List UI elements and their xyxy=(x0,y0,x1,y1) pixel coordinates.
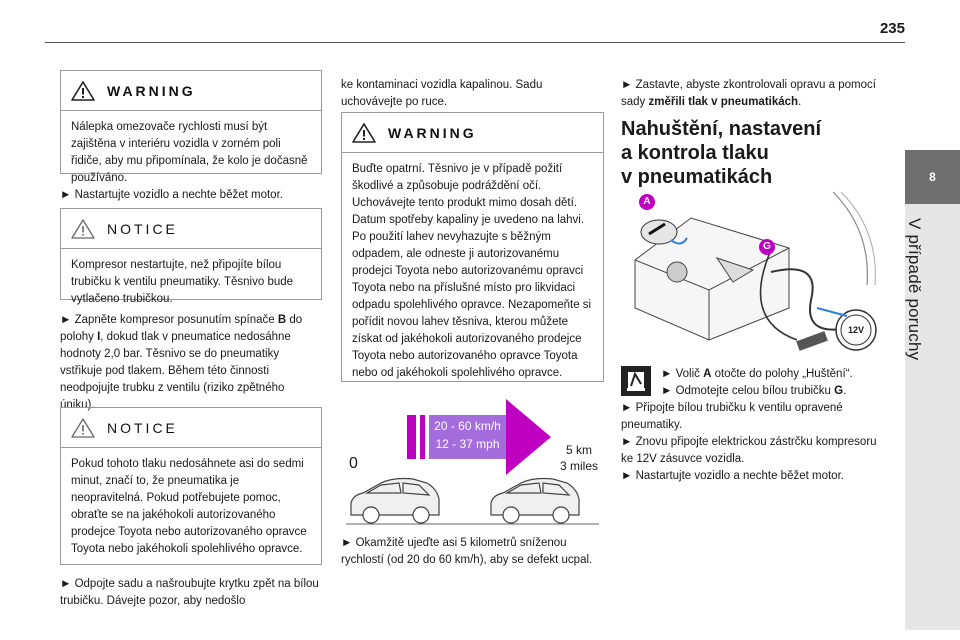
speed-bar xyxy=(420,415,425,459)
warning-text: Nálepka omezovače rychlosti musí být zajištěna v interiéru vozidla v zorném poli řidiče, aby mu připomínala, že kolo je dočasně používáno. xyxy=(71,121,308,184)
distance-km: 5 km xyxy=(565,443,592,457)
step-text: ► Volič xyxy=(661,368,704,380)
heading-line: a kontrola tlaku xyxy=(621,142,769,164)
step-text: , dokud tlak v pneumatice nedosáhne hodnoty 2,0 bar. Těsnivo se do pneumatiky vstřikuje pod tlakem. Během této činnosti neodpojujte trubku z ventilu (riziko zpětného úniku). xyxy=(60,331,291,411)
notice-header xyxy=(61,408,321,448)
chapter-number-tab[interactable]: 8 xyxy=(905,150,960,204)
warning-header xyxy=(342,113,603,153)
step-start-engine: ► Nastartujte vozidlo a nechte běžet motor. xyxy=(60,189,283,201)
switch-label: B xyxy=(277,314,287,326)
header-rule xyxy=(45,42,905,43)
manual-reference-icon xyxy=(621,366,651,396)
speed-kmh: 20 - 60 km/h xyxy=(434,419,501,433)
step-text: . xyxy=(843,385,847,397)
warning-box-1 xyxy=(60,70,322,184)
warning-title: WARNING xyxy=(107,82,196,99)
step-reconnect-plug: ► Znovu připojte elektrickou zástrčku kompresoru ke 12V zásuvce vozidla. xyxy=(621,436,877,465)
hose-label: G xyxy=(834,385,844,397)
step-switch-compressor xyxy=(60,312,322,414)
step-disconnect-kit: ► Odpojte sadu a našroubujte krytku zpět na bílou trubičku. Dávejte pozor, aby nedošlo xyxy=(60,578,319,607)
notice-header xyxy=(61,209,321,249)
notice-box-2 xyxy=(60,407,322,565)
step-text: do polohy xyxy=(60,314,303,343)
warning-box-2 xyxy=(341,112,604,382)
notice-title: NOTICE xyxy=(107,220,178,237)
selector-label: A xyxy=(703,368,712,380)
warning-triangle-icon xyxy=(71,81,95,101)
warning-triangle-icon xyxy=(352,123,376,143)
step-stop-check xyxy=(621,77,883,111)
speed-distance-illustration xyxy=(341,395,604,530)
step-text: ► Zastavte, abyste zkontrolovali opravu a pomocí sady xyxy=(621,79,876,108)
notice-triangle-icon xyxy=(71,219,95,239)
section-heading xyxy=(621,117,883,189)
step-text: otočte do polohy „Huštění“. xyxy=(711,368,853,380)
start-label: 0 xyxy=(349,455,358,472)
notice-triangle-icon xyxy=(71,418,95,438)
chapter-title: V případě poruchy xyxy=(905,218,924,361)
notice-text: Pokud tohoto tlaku nedosáhnete asi do sedmi minut, značí to, že pneumatika je neopravitelná. Pokud potřebujete pomoc, obraťte se na jakéhokoli autorizovaného prodejce Toyota nebo autorizovaného opravce Toyota nebo jakéhokoli spolehlivého opravce. xyxy=(71,458,307,555)
warning-header xyxy=(61,71,321,111)
step-unwind-hose xyxy=(661,383,883,400)
distance-miles: 3 miles xyxy=(559,459,598,473)
heading-line: Nahuštění, nastavení xyxy=(621,118,822,140)
direction-arrow-icon xyxy=(506,399,551,475)
car-start-icon xyxy=(351,479,439,524)
warning-title: WARNING xyxy=(388,124,477,141)
compressor-diagram xyxy=(621,190,883,360)
heading-line: v pneumatikách xyxy=(621,166,773,188)
step-text: . xyxy=(798,96,802,108)
warning-text: Buďte opatrní. Těsnivo je v případě požití škodlivé a způsobuje podráždění očí. Uchovávejte tento produkt mimo dosah dětí. Datum spotřeby kapaliny je uvedeno na lahvi. Po použití lahev nevyhazujte s běžným odpadem, ale odneste ji autorizovanému prodejci Toyota nebo autorizovanému opravci Toyota nebo na příslušné místo pro likvidaci odpadu spolehlivého opravce. Nezapomeňte si pořídit novou lahev těsniva, kterou můžete získat od jakéhokoli autorizovaného prodejce Toyota nebo autorizovaného opravce Toyota nebo od jakéhokoli spolehlivého opravce. xyxy=(352,163,592,379)
step-turn-selector xyxy=(661,366,883,383)
notice-box-1 xyxy=(60,208,322,305)
step-start-engine-2: ► Nastartujte vozidlo a nechte běžet motor. xyxy=(621,470,844,482)
socket-12v-label: 12V xyxy=(847,325,864,335)
step-drive-5km: ► Okamžitě ujeďte asi 5 kilometrů sníženou rychlostí (od 20 do 60 km/h), aby se defekt ucpal. xyxy=(341,537,593,566)
label-g: G xyxy=(763,241,771,252)
speed-mph: 12 - 37 mph xyxy=(435,437,500,451)
speed-bar xyxy=(407,415,416,459)
car-end-icon xyxy=(491,479,579,524)
notice-title: NOTICE xyxy=(107,419,178,436)
position-label: I xyxy=(97,331,101,343)
step-text: ► Odmotejte celou bílou trubičku xyxy=(661,385,835,397)
step-text: ► Zapněte kompresor posunutím spínače xyxy=(60,314,278,326)
continued-text: ke kontaminaci vozidla kapalinou. Sadu uchovávejte po ruce. xyxy=(341,79,543,108)
label-a: A xyxy=(643,196,651,207)
kit-emphasis: změřili tlak v pneumatikách xyxy=(648,96,799,108)
page-number: 235 xyxy=(879,20,905,37)
notice-text: Kompresor nestartujte, než připojíte bílou trubičku k ventilu pneumatiky. Těsnivo bude vytlačeno trubičkou. xyxy=(71,259,294,305)
step-connect-hose: ► Připojte bílou trubičku k ventilu opravené pneumatiky. xyxy=(621,402,843,431)
